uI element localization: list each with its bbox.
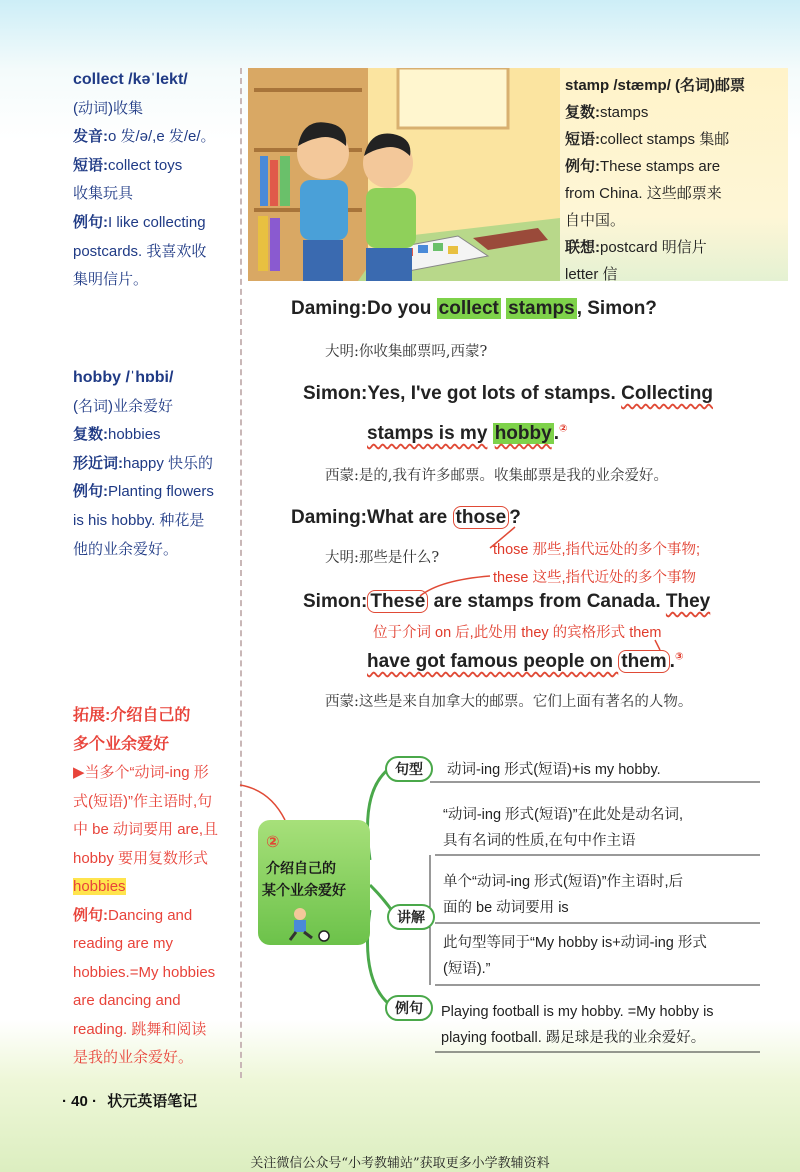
highlight-stamps: stamps [508, 298, 575, 319]
vocab-collect-headword: collect /kəˈlekt/ [73, 71, 188, 88]
boxed-them: them [618, 650, 669, 673]
dialogue-line-1: Daming:Do you collect stamps , Simon? [291, 298, 657, 319]
note-them: 位于介词 on 后,此处用 they 的宾格形式 them [373, 625, 662, 641]
page-number: · 40 · [62, 1093, 98, 1110]
translation-2: 西蒙:是的,我有许多邮票。收集邮票是我的业余爱好。 [325, 468, 668, 484]
vocab-collect: collect /kəˈlekt/ (动词)收集 发音:o 发/ə/,e 发/e/。 短语:collect toys 收集玩具 例句:I like collecting postcards. 我喜欢收 集明信片。 [73, 66, 238, 295]
vocab-collect-pos: (动词)收集 [73, 99, 143, 117]
mindmap-example: Playing football is my hobby. =My hobby is playing football. 踢足球是我的业余爱好。 [441, 1004, 714, 1046]
dialogue-line-3: Daming:What are those ? [291, 507, 521, 528]
mindmap-explain-3: 此句型等同于“My hobby is+动词-ing 形式 (短语).” [443, 935, 707, 977]
expansion-note: 拓展:介绍自己的 多个业余爱好 ▶当多个“动词-ing 形 式(短语)”作主语时,句 中 be 动词要用 are,且 hobby 要用复数形式 hobbies 例句:Dancing and reading are my hobbies.=My hobbies are dancing and reading. 跳舞和阅读 是我的业余爱好。 [73, 707, 219, 1066]
tag-example: 例句 [385, 995, 433, 1021]
dialogue-line-2: Simon:Yes, I've got lots of stamps. Collecting [303, 383, 713, 404]
note-these: these 这些,指代近处的多个事物 [493, 570, 697, 586]
highlight-collect: collect [438, 298, 499, 319]
football-player-icon [280, 906, 340, 942]
translation-3: 大明:那些是什么? [325, 550, 440, 566]
mindmap-pattern: 动词-ing 形式(短语)+is my hobby. [447, 762, 661, 778]
dialogue-line-4: Simon: These are stamps from Canada. They [303, 591, 711, 612]
watermark-text: 关注微信公众号“小考教辅站”获取更多小学教辅资料 [250, 1156, 550, 1171]
highlight-hobby: hobby [494, 423, 552, 444]
mindmap-explain-1: “动词-ing 形式(短语)”在此处是动名词, 具有名词的性质,在句中作主语 [443, 807, 684, 849]
boxed-these: These [367, 590, 428, 613]
vocab-hobby: hobby /ˈhɒbi/ (名词)业余爱好 复数:hobbies 形近词:happy 快乐的 例句:Planting flowers is his hobby. 种花是 他的业余爱好。 [73, 364, 238, 564]
translation-1: 大明:你收集邮票吗,西蒙? [325, 344, 488, 360]
page-footer [62, 1090, 197, 1111]
vocab-stamp: stamp /stæmp/ (名词)邮票 复数:stamps 短语:collect stamps 集邮 例句:These stamps are from China. 这些邮票来 自中国。 联想:postcard 明信片 letter 信 [565, 77, 746, 283]
tag-explain: 讲解 [387, 904, 435, 930]
translation-4: 西蒙:这些是来自加拿大的邮票。它们上面有著名的人物。 [325, 694, 693, 710]
tag-pattern: 句型 [385, 756, 433, 782]
note-those: those 那些,指代远处的多个事物; [493, 542, 701, 558]
mindmap-explain-2: 单个“动词-ing 形式(短语)”作主语时,后 面的 be 动词要用 is [443, 874, 684, 916]
book-title: 状元英语笔记 [107, 1093, 198, 1110]
dialogue-line-5: have got famous people on them .③ [367, 651, 684, 672]
vocab-hobby-headword: hobby /ˈhɒbi/ [73, 369, 174, 386]
dialogue-line-2b: stamps is my hobby .② [367, 423, 568, 444]
boxed-those: those [453, 506, 510, 529]
mindmap-center-node: ② 介绍自己的 某个业余爱好 [258, 820, 370, 945]
